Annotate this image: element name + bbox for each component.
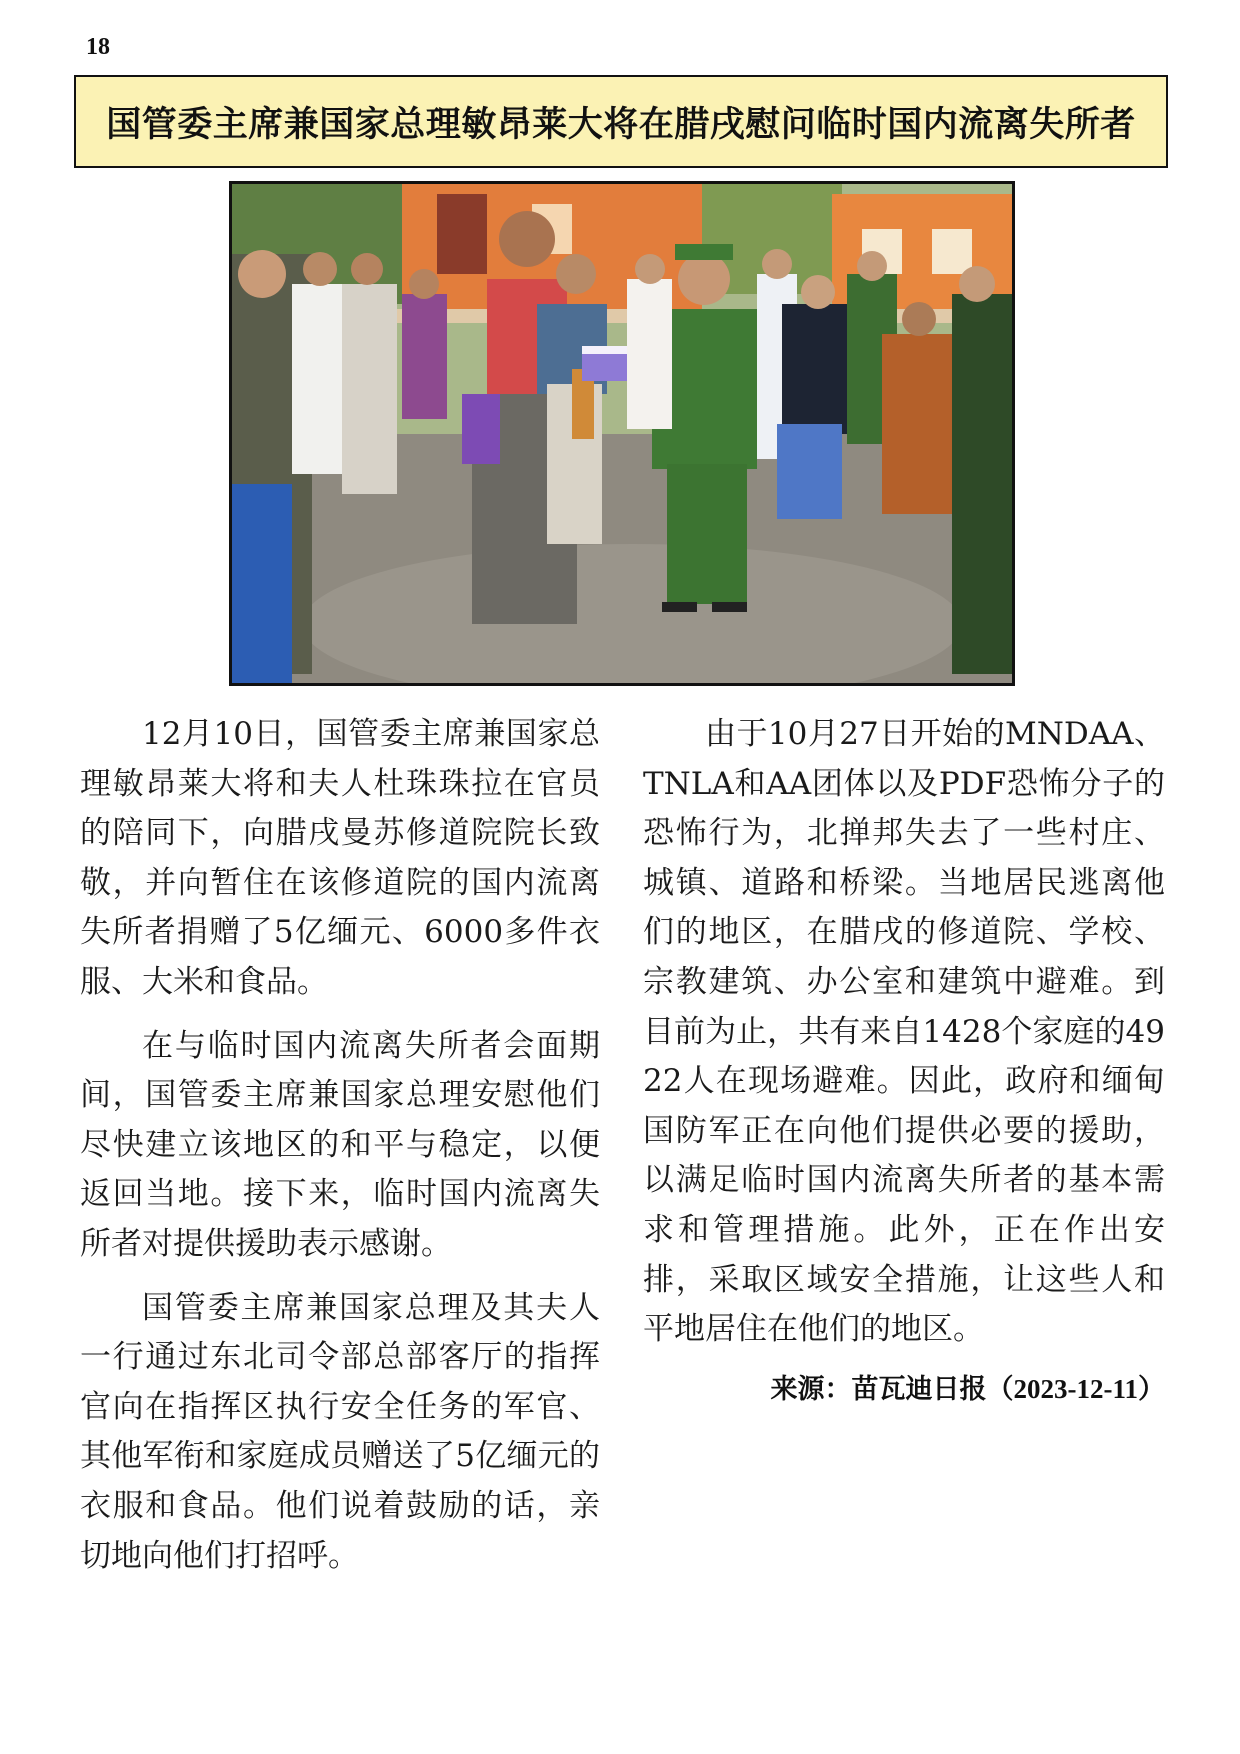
paragraph: 由于10月27日开始的MNDAA、TNLA和AA团体以及PDF恐怖分子的恐怖行为，北掸邦失去了一些村庄、城镇、道路和桥梁。当地居民逃离他们的地区，在腊戌的修道院、学校、宗教建筑、办公室和建筑中避难。到目前为止，共有来自1428个家庭的4922人在现场避难。因此，政府和缅甸国防军正在向他们提供必要的援助，以满足临时国内流离失所者的基本需求和管理措施。此外，正在作出安排，采取区域安全措施，让这些人和平地居住在他们的地区。: [643, 716, 1165, 1348]
article-source: 来源：苗瓦迪日报（2023-12-11）: [770, 1373, 1165, 1404]
paragraph: 12月10日，国管委主席兼国家总理敏昂莱大将和夫人杜珠珠拉在官员的陪同下，向腊戌曼苏修道院院长致敬，并向暂住在该修道院的国内流离失所者捐赠了5亿缅元、6000多件衣服、大米和食品。: [80, 716, 600, 1000]
article-left-column: [80, 710, 600, 1595]
page-title: 国管委主席兼国家总理敏昂莱大将在腊戌慰问临时国内流离失所者: [106, 104, 1136, 145]
photo-illustration: [232, 184, 1012, 683]
paragraph: 在与临时国内流离失所者会面期间，国管委主席兼国家总理安慰他们尽快建立该地区的和平与稳定，以便返回当地。接下来，临时国内流离失所者对提供援助表示感谢。: [80, 1027, 600, 1262]
paragraph: 国管委主席兼国家总理及其夫人一行通过东北司令部总部客厅的指挥官向在指挥区执行安全任务的军官、其他军衔和家庭成员赠送了5亿缅元的衣服和食品。他们说着鼓励的话，亲切地向他们打招呼。: [80, 1289, 600, 1574]
article-right-column: [643, 710, 1165, 1409]
title-banner: [74, 75, 1168, 168]
building-window-right-2: [932, 229, 972, 274]
news-photo: [229, 181, 1015, 686]
page-number: 18: [86, 34, 110, 60]
building-door: [437, 194, 487, 274]
